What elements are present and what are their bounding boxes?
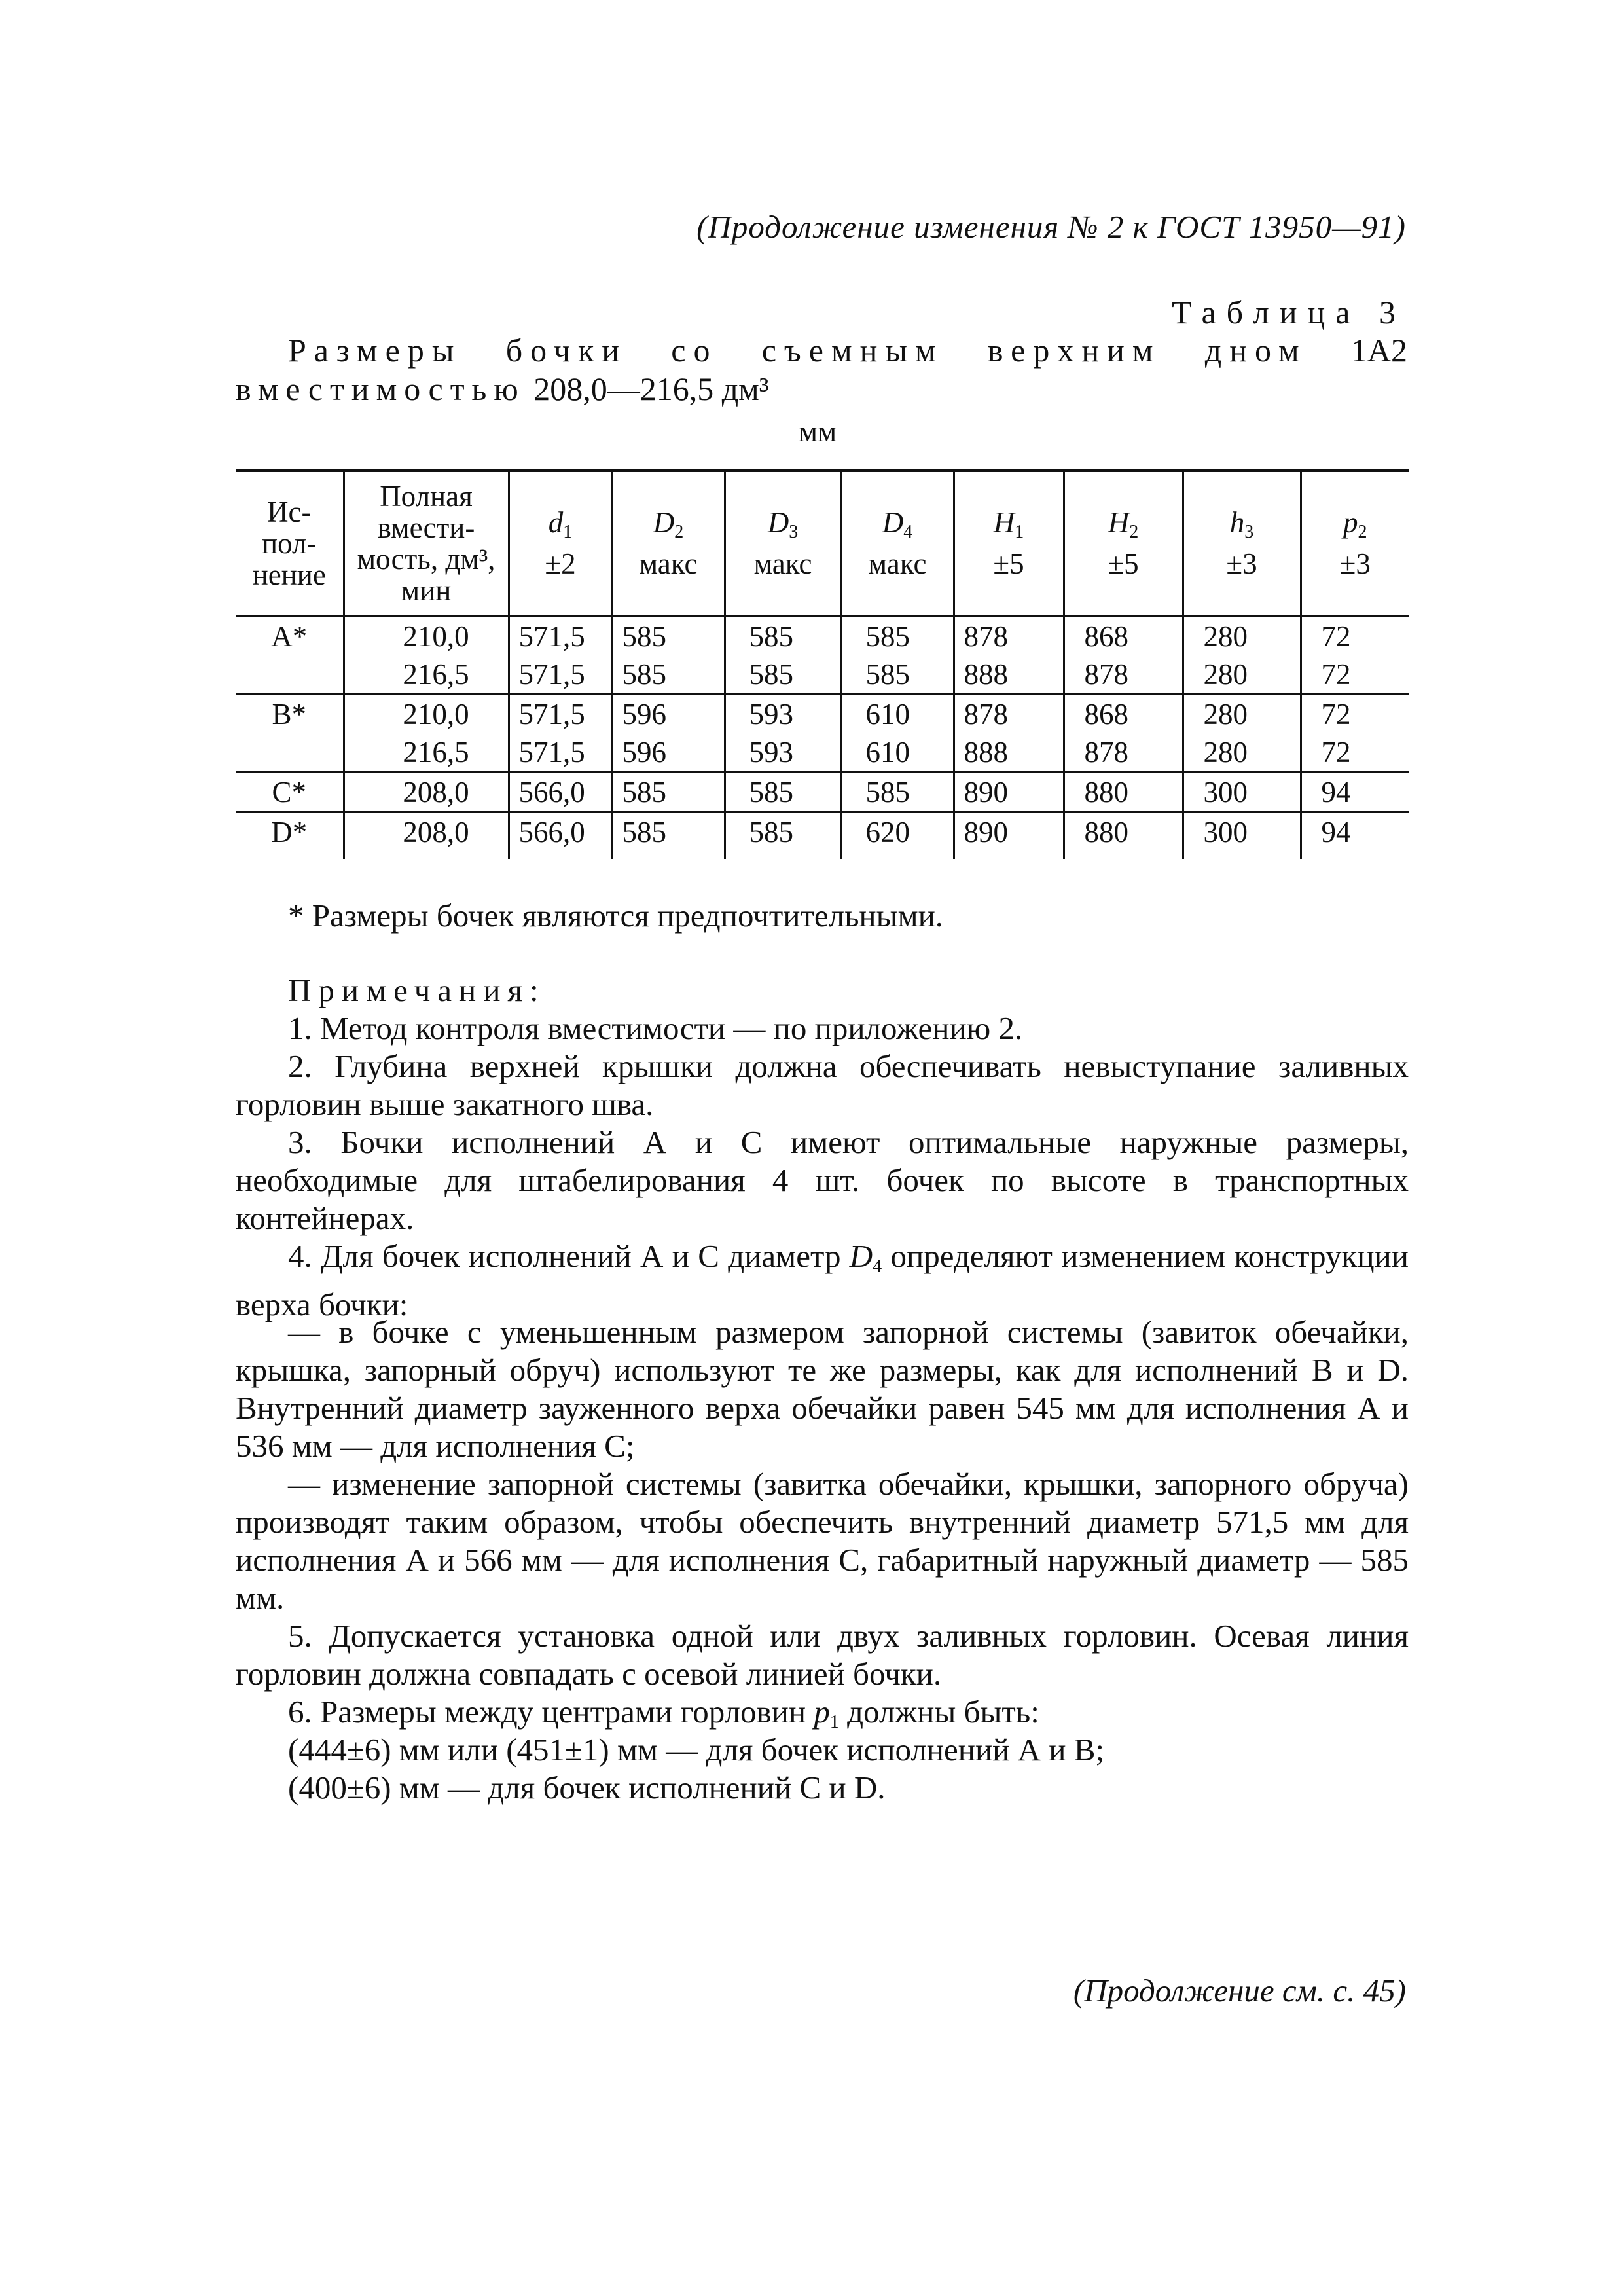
cell-capacity: 216,5	[344, 655, 509, 695]
table-number: Таблица 3	[1172, 294, 1406, 331]
cell-H1: 888	[954, 733, 1064, 773]
cell-capacity: 216,5	[344, 733, 509, 773]
table-row	[236, 733, 1409, 773]
cell-D2: 585	[612, 812, 725, 859]
cell-d1: 571,5	[509, 655, 612, 695]
header-H1: $H_1$ ±5	[954, 471, 1064, 616]
cell-version: C*	[236, 772, 344, 812]
header-note: (Продолжение изменения № 2 к ГОСТ 13950—91)	[696, 209, 1406, 245]
header-D4: $D_4$ макс	[841, 471, 954, 616]
header-capacity: Полная вмести- мость, дм³, мин	[344, 471, 509, 616]
cell-p2: 72	[1301, 694, 1409, 733]
cell-d1: 566,0	[509, 772, 612, 812]
cell-capacity: 210,0	[344, 694, 509, 733]
cell-D3: 585	[725, 772, 841, 812]
cell-D2: 585	[612, 616, 725, 655]
note-4-item-1: — в бочке с уменьшенным размером запорной системы (завиток обечайки, крышка, запорный обруч) используют те же размеры, как для исполнений В и D. Внутренний диаметр зауженного верха обечайки равен 545 мм для исполнения А и 536 мм — для исполнения С;	[236, 1314, 1409, 1464]
cell-D4: 585	[841, 655, 954, 695]
cell-h3: 300	[1183, 812, 1301, 859]
cell-version: A*	[236, 616, 344, 655]
table-title-line1	[288, 331, 1407, 369]
title-spaced-word: вместимостью	[236, 371, 526, 407]
table-row	[236, 812, 1409, 859]
note-2: 2. Глубина верхней крышки должна обеспечивать невыступание заливных горловин выше закатного шва.	[236, 1048, 1409, 1122]
cell-H1: 890	[954, 812, 1064, 859]
header-D3: $D_3$ макс	[725, 471, 841, 616]
cell-D4: 585	[841, 772, 954, 812]
title-word: со	[671, 332, 718, 369]
cell-p2: 94	[1301, 772, 1409, 812]
cell-H2: 868	[1064, 616, 1183, 655]
cell-H2: 868	[1064, 694, 1183, 733]
cell-h3: 280	[1183, 733, 1301, 773]
cell-D2: 596	[612, 733, 725, 773]
header-h3: $h_3$ ±3	[1183, 471, 1301, 616]
cell-H1: 878	[954, 616, 1064, 655]
cell-D3: 593	[725, 694, 841, 733]
table-row	[236, 616, 1409, 655]
header-d1: $d_1$ ±2	[509, 471, 612, 616]
cell-H1: 878	[954, 694, 1064, 733]
cell-version: D*	[236, 812, 344, 859]
cell-h3: 280	[1183, 616, 1301, 655]
table-row	[236, 694, 1409, 733]
cell-D2: 585	[612, 655, 725, 695]
cell-version: B*	[236, 694, 344, 733]
cell-H1: 888	[954, 655, 1064, 695]
note-6-line-1: (444±6) мм или (451±1) мм — для бочек исполнений А и В;	[288, 1732, 1105, 1768]
cell-D4: 610	[841, 694, 954, 733]
cell-h3: 280	[1183, 655, 1301, 695]
cell-capacity: 210,0	[344, 616, 509, 655]
cell-H1: 890	[954, 772, 1064, 812]
title-value: 208,0—216,5 дм³	[533, 371, 769, 407]
title-word: съемным	[761, 332, 944, 369]
cell-version	[236, 655, 344, 695]
cell-D4: 610	[841, 733, 954, 773]
cell-D3: 585	[725, 616, 841, 655]
table-row	[236, 772, 1409, 812]
title-word: верхним	[987, 332, 1161, 369]
header-H2: $H_2$ ±5	[1064, 471, 1183, 616]
note-5: 5. Допускается установка одной или двух заливных горловин. Осевая линия горловин должна совпадать с осевой линией бочки.	[236, 1618, 1409, 1692]
cell-D3: 585	[725, 812, 841, 859]
header-p2: $p_2$ ±3	[1301, 471, 1409, 616]
title-word: дном	[1204, 332, 1307, 369]
note-3: 3. Бочки исполнений А и С имеют оптимальные наружные размеры, необходимые для штабелирования 4 шт. бочек по высоте в транспортных контейнерах.	[236, 1124, 1409, 1236]
cell-h3: 280	[1183, 694, 1301, 733]
title-word: Размеры	[288, 332, 462, 369]
cell-h3: 300	[1183, 772, 1301, 812]
notes-title: Примечания:	[288, 972, 546, 1008]
cell-D3: 593	[725, 733, 841, 773]
note-1: 1. Метод контроля вместимости — по приложению 2.	[288, 1010, 1023, 1046]
cell-d1: 571,5	[509, 733, 612, 773]
cell-H2: 880	[1064, 772, 1183, 812]
cell-capacity: 208,0	[344, 772, 509, 812]
note-6-line-2: (400±6) мм — для бочек исполнений С и D.	[288, 1770, 886, 1806]
table-header-row	[236, 471, 1409, 616]
cell-d1: 571,5	[509, 616, 612, 655]
cell-p2: 72	[1301, 733, 1409, 773]
note-4-item-2: — изменение запорной системы (завитка обечайки, крышки, запорного обруча) производят таким образом, чтобы обеспечить внутренний диаметр 571,5 мм для исполнения А и 566 мм — для исполнения С, габаритный наружный диаметр — 585 мм.	[236, 1466, 1409, 1616]
cell-d1: 566,0	[509, 812, 612, 859]
table-title-line2	[236, 370, 769, 408]
cell-D4: 585	[841, 616, 954, 655]
cell-H2: 878	[1064, 733, 1183, 773]
continue-note: (Продолжение см. с. 45)	[1073, 1973, 1406, 2009]
table-footnote: * Размеры бочек являются предпочтительными.	[288, 898, 944, 934]
note-6: 6. Размеры между центрами горловин $p_1$ должны быть:	[288, 1694, 1039, 1732]
cell-d1: 571,5	[509, 694, 612, 733]
title-word: 1А2	[1350, 332, 1407, 369]
cell-D4: 620	[841, 812, 954, 859]
title-word: бочки	[505, 332, 628, 369]
cell-D3: 585	[725, 655, 841, 695]
cell-H2: 878	[1064, 655, 1183, 695]
cell-D2: 596	[612, 694, 725, 733]
cell-H2: 880	[1064, 812, 1183, 859]
cell-version	[236, 733, 344, 773]
cell-p2: 72	[1301, 616, 1409, 655]
cell-D2: 585	[612, 772, 725, 812]
table-units: мм	[799, 414, 837, 448]
cell-p2: 94	[1301, 812, 1409, 859]
header-version: Ис- пол- нение	[236, 471, 344, 616]
note-4: 4. Для бочек исполнений А и С диаметр $D_4$ определяют изменением конструкции верха бочки:	[236, 1238, 1409, 1322]
cell-capacity: 208,0	[344, 812, 509, 859]
header-D2: $D_2$ макс	[612, 471, 725, 616]
dimensions-table	[236, 469, 1409, 859]
table-row	[236, 655, 1409, 695]
cell-p2: 72	[1301, 655, 1409, 695]
